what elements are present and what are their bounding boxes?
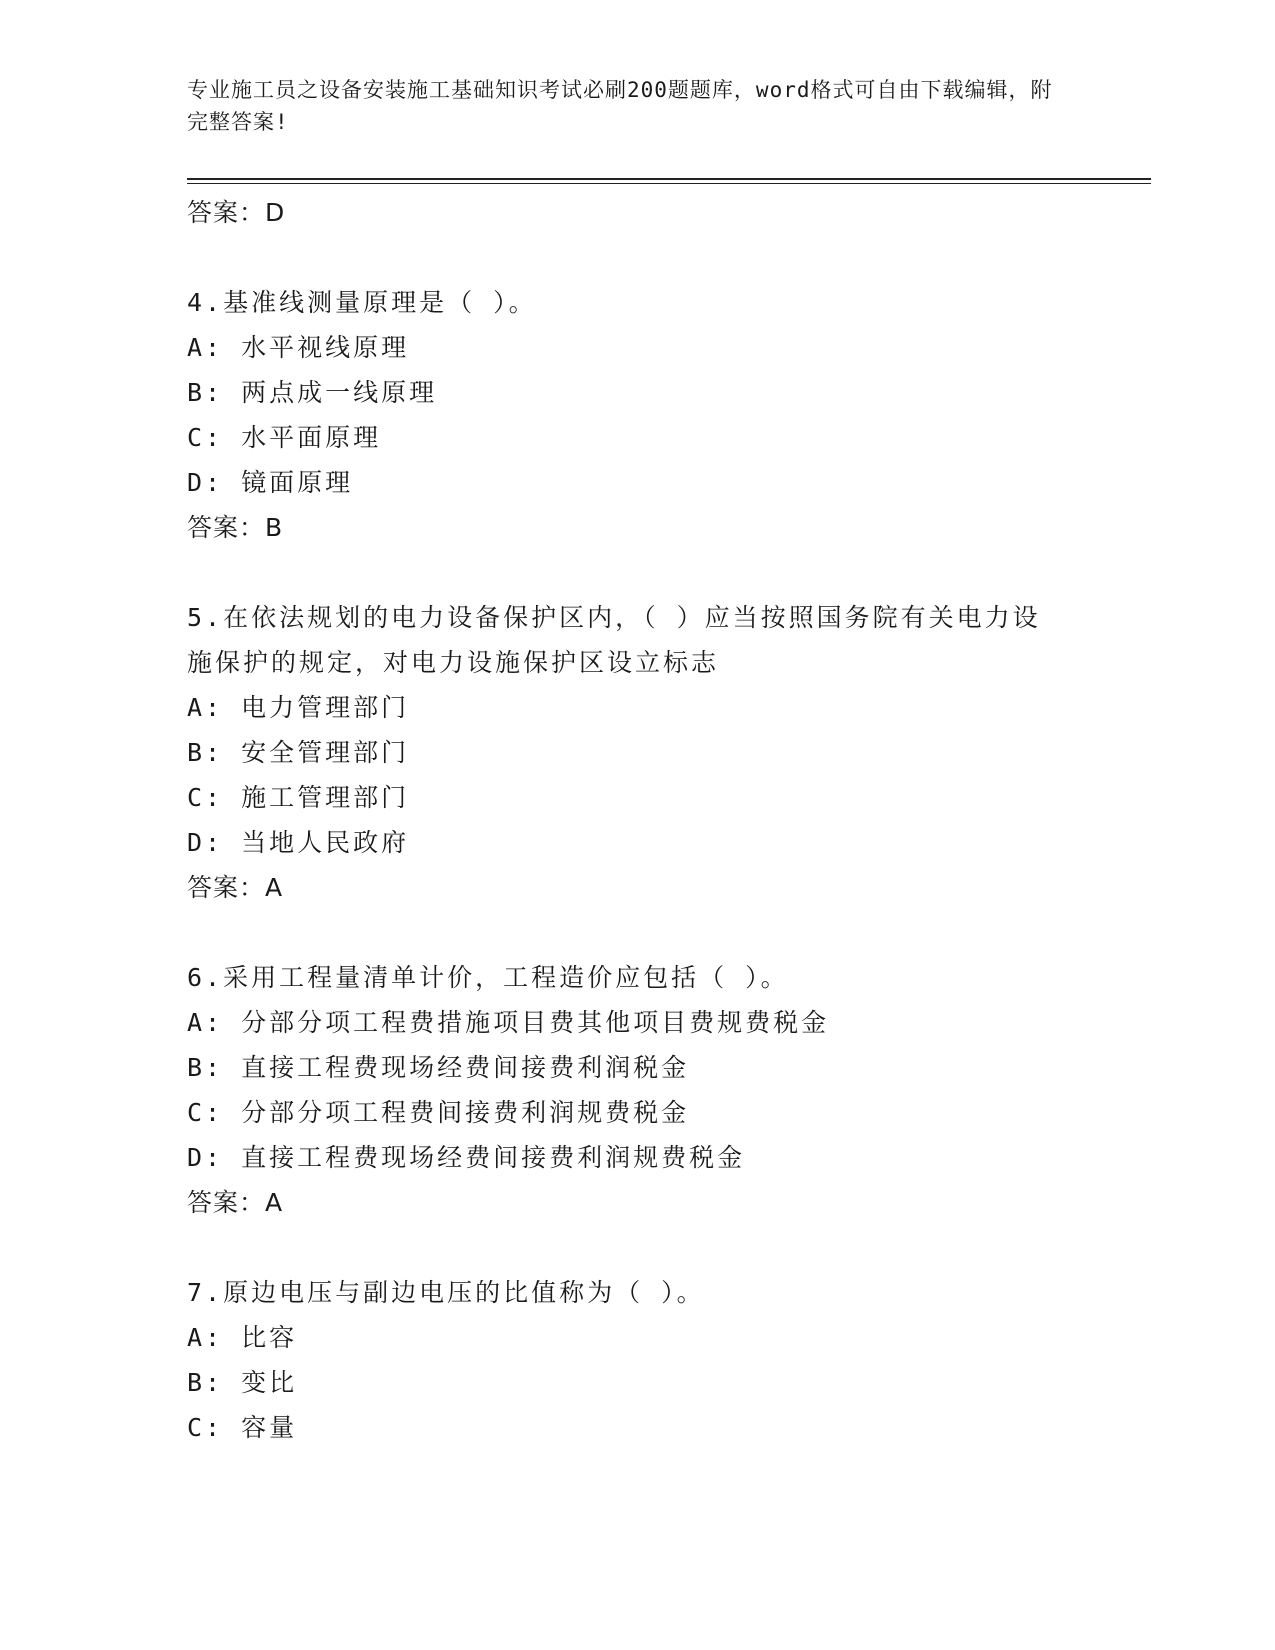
question-6-text: 6.采用工程量清单计价，工程造价应包括（ ）。 xyxy=(187,963,789,992)
question-5-option-c: C: 施工管理部门 xyxy=(187,783,410,812)
question-5-option-a: A: 电力管理部门 xyxy=(187,693,410,722)
question-7-option-a: A: 比容 xyxy=(187,1323,298,1352)
question-4-option-d: D: 镜面原理 xyxy=(187,468,354,497)
question-4-option-a: A: 水平视线原理 xyxy=(187,333,410,362)
spacer xyxy=(187,1225,1087,1270)
question-7-option-b: B: 变比 xyxy=(187,1368,298,1397)
question-6-option-c: C: 分部分项工程费间接费利润规费税金 xyxy=(187,1098,690,1127)
question-6-option-d: D: 直接工程费现场经费间接费利润规费税金 xyxy=(187,1143,746,1172)
question-4-option-b: B: 两点成一线原理 xyxy=(187,378,438,407)
document-header xyxy=(187,74,1067,138)
question-5-option-b: B: 安全管理部门 xyxy=(187,738,410,767)
header-divider-thick xyxy=(187,178,1151,180)
question-7 xyxy=(187,1270,1087,1450)
answer-4: 答案：B xyxy=(187,513,284,542)
question-5-text-line-2: 施保护的规定，对电力设施保护区设立标志 xyxy=(187,648,720,677)
question-7-text: 7.原边电压与副边电压的比值称为（ ）。 xyxy=(187,1278,705,1307)
header-title: 专业施工员之设备安装施工基础知识考试必刷200题题库，word格式可自由下载编辑，附完整答案! xyxy=(187,78,1053,134)
question-7-option-c: C: 容量 xyxy=(187,1413,298,1442)
question-list xyxy=(187,190,1087,1450)
question-6-option-a: A: 分部分项工程费措施项目费其他项目费规费税金 xyxy=(187,1008,830,1037)
question-5-text-line-1: 5.在依法规划的电力设备保护区内，（ ）应当按照国务院有关电力设 xyxy=(187,603,1041,632)
question-5-option-d: D: 当地人民政府 xyxy=(187,828,410,857)
question-6-option-b: B: 直接工程费现场经费间接费利润税金 xyxy=(187,1053,690,1082)
spacer xyxy=(187,550,1087,595)
spacer xyxy=(187,235,1087,280)
spacer xyxy=(187,910,1087,955)
answer-6: 答案：A xyxy=(187,1188,284,1217)
header-divider-thin xyxy=(187,183,1151,184)
question-4 xyxy=(187,280,1087,550)
question-4-option-c: C: 水平面原理 xyxy=(187,423,382,452)
question-6 xyxy=(187,955,1087,1225)
question-5 xyxy=(187,595,1087,910)
answer-5: 答案：A xyxy=(187,873,284,902)
answer-3: 答案：D xyxy=(187,198,286,227)
question-4-text: 4.基准线测量原理是（ ）。 xyxy=(187,288,537,317)
